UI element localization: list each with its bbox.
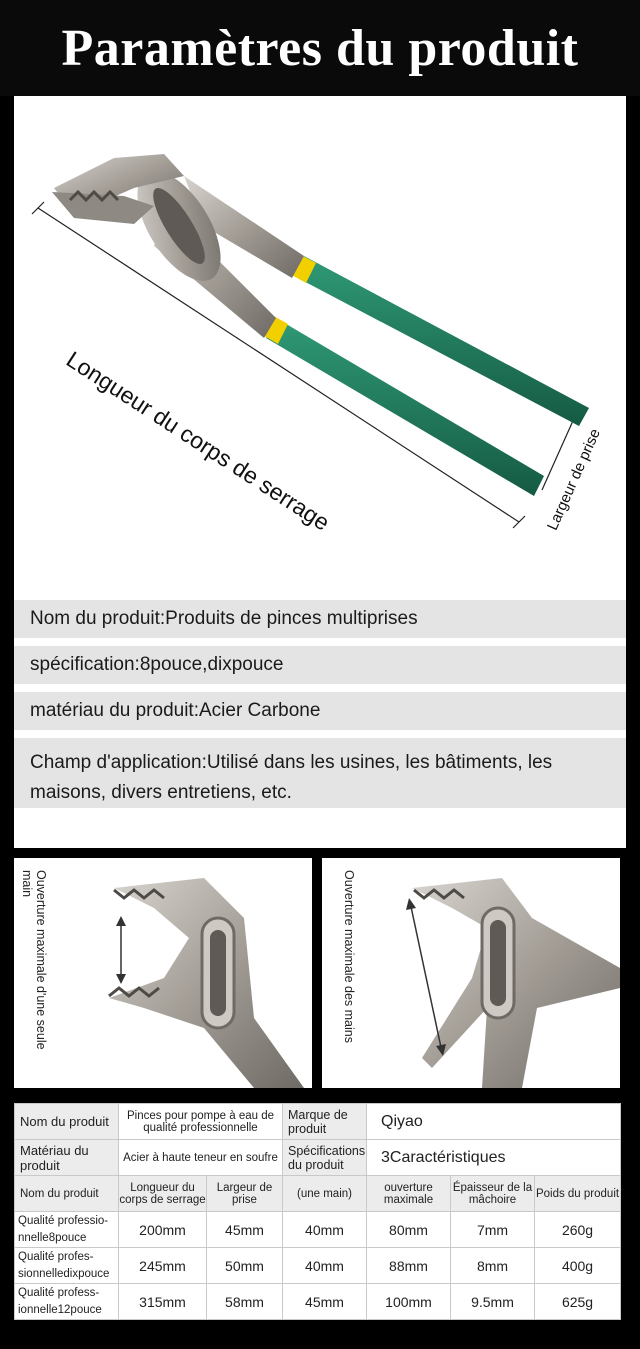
table-cell: 45mm [207,1212,283,1248]
table-row [15,1248,621,1284]
table-cell: Qualité profess-ionnelle12pouce [15,1284,119,1320]
two-hand-pliers-image [322,858,620,1088]
table-cell: 100mm [367,1284,451,1320]
column-header: Largeur de prise [207,1176,283,1212]
material-value: Acier à haute teneur en soufre [119,1140,283,1176]
column-header: (une main) [283,1176,367,1212]
table-cell: 9.5mm [451,1284,535,1320]
table-cell: 40mm [283,1248,367,1284]
table-cell: 260g [535,1212,621,1248]
table-cell: 200mm [119,1212,207,1248]
single-hand-pliers-image [14,858,312,1088]
table-cell: 8mm [451,1248,535,1284]
brand-label: Marque de produit [283,1104,367,1140]
table-header-row [15,1176,621,1212]
info-row-material: matériau du produit:Acier Carbone [14,692,626,730]
spec-value: 3Caractéristiques [367,1140,621,1176]
page-title: Paramètres du produit [61,19,579,77]
length-dimension-label: Longueur du corps de serrage [61,346,335,536]
info-row-product-name: Nom du produit:Produits de pinces multiprises [14,600,626,638]
spec-table [14,1103,621,1320]
single-hand-opening-label: Ouverture maximale d'une seule main [20,870,48,1050]
table-cell: 245mm [119,1248,207,1284]
table-row [15,1284,621,1320]
table-row [15,1104,621,1140]
product-name-label: Nom du produit [15,1104,119,1140]
column-header: Nom du produit [15,1176,119,1212]
table-cell: 400g [535,1248,621,1284]
grip-width-label: Largeur de prise [544,426,604,533]
table-cell: 80mm [367,1212,451,1248]
spec-label: Spécifications du produit [283,1140,367,1176]
table-cell: 45mm [283,1284,367,1320]
column-header: ouverture maximale [367,1176,451,1212]
table-cell: 7mm [451,1212,535,1248]
material-label: Matériau du produit [15,1140,119,1176]
column-header: Poids du produit [535,1176,621,1212]
table-row [15,1140,621,1176]
info-row-application: Champ d'application:Utilisé dans les usines, les bâtiments, les maisons, divers entretiens, etc. [14,738,626,808]
column-header: Épaisseur de la mâchoire [451,1176,535,1212]
table-cell: Qualité professio-nnelle8pouce [15,1212,119,1248]
two-hand-opening-label: Ouverture maximale des mains [342,870,356,1043]
table-cell: 88mm [367,1248,451,1284]
info-row-specification: spécification:8pouce,dixpouce [14,646,626,684]
single-hand-opening-panel [14,858,312,1088]
hero-panel [14,96,626,848]
table-row [15,1212,621,1248]
table-cell: 50mm [207,1248,283,1284]
title-banner [0,0,640,96]
product-name-value: Pinces pour pompe à eau de qualité professionnelle [119,1104,283,1140]
table-cell: 40mm [283,1212,367,1248]
brand-value: Qiyao [367,1104,621,1140]
table-cell: 315mm [119,1284,207,1320]
two-hand-opening-panel [322,858,620,1088]
table-cell: Qualité profes-sionnelledixpouce [15,1248,119,1284]
table-cell: 58mm [207,1284,283,1320]
table-cell: 625g [535,1284,621,1320]
column-header: Longueur du corps de serrage [119,1176,207,1212]
